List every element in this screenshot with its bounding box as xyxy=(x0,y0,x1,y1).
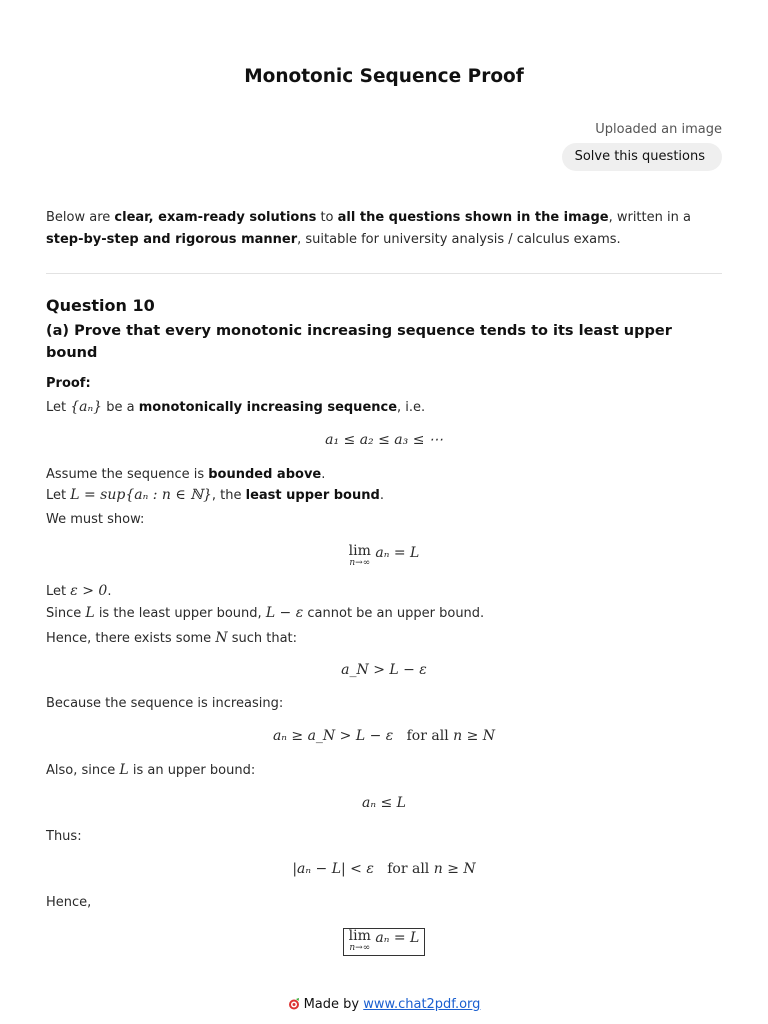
proof-line-3: Let L = sup{aₙ : n ∈ ℕ}, the least upper bound. xyxy=(46,487,384,503)
equation-monotone-chain: a₁ ≤ a₂ ≤ a₃ ≤ ⋯ xyxy=(325,432,443,448)
proof-line-8: Because the sequence is increasing: xyxy=(46,696,284,711)
proof-line-5: Let ε > 0. xyxy=(46,583,112,599)
chat2pdf-logo-icon xyxy=(288,998,300,1010)
uploaded-image-label: Uploaded an image xyxy=(595,122,722,137)
proof-line-10: Thus: xyxy=(46,829,82,844)
proof-line-2: Assume the sequence is bounded above. xyxy=(46,467,326,482)
proof-label: Proof: xyxy=(46,376,91,391)
equation-aN: a_N > L − ε xyxy=(341,662,427,678)
equation-abs-diff: |aₙ − L| < ε for all n ≥ N xyxy=(292,861,476,877)
footer xyxy=(0,997,768,1012)
proof-line-6: Since L is the least upper bound, L − ε cannot be an upper bound. xyxy=(46,605,485,621)
equation-limit-goal: lim n→∞ aₙ = L xyxy=(348,543,420,568)
divider xyxy=(46,273,722,274)
page-title: Monotonic Sequence Proof xyxy=(244,66,524,87)
footer-made-by: Made by xyxy=(303,997,364,1012)
intro-paragraph: Below are clear, exam-ready solutions to all the questions shown in the image, written in a step-by-step and rigorous manner, suitable for university analysis / calculus exams. xyxy=(46,210,691,247)
question-part-a: (a) Prove that every monotonic increasing sequence tends to its least upper bound xyxy=(46,323,672,361)
proof-line-11: Hence, xyxy=(46,895,92,910)
proof-line-4: We must show: xyxy=(46,512,145,527)
proof-line-9: Also, since L is an upper bound: xyxy=(46,762,256,778)
equation-boxed-result: lim n→∞ aₙ = L xyxy=(46,928,722,956)
equation-upper-bound: aₙ ≤ L xyxy=(362,795,406,811)
equation-increasing: aₙ ≥ a_N > L − ε for all n ≥ N xyxy=(272,728,496,744)
user-message-bubble: Solve this questions xyxy=(562,143,722,171)
proof-line-1: Let {aₙ} be a monotonically increasing sequence, i.e. xyxy=(46,399,426,415)
footer-link[interactable]: www.chat2pdf.org xyxy=(363,997,481,1012)
proof-line-7: Hence, there exists some N such that: xyxy=(46,630,298,646)
question-heading: Question 10 xyxy=(46,296,155,315)
